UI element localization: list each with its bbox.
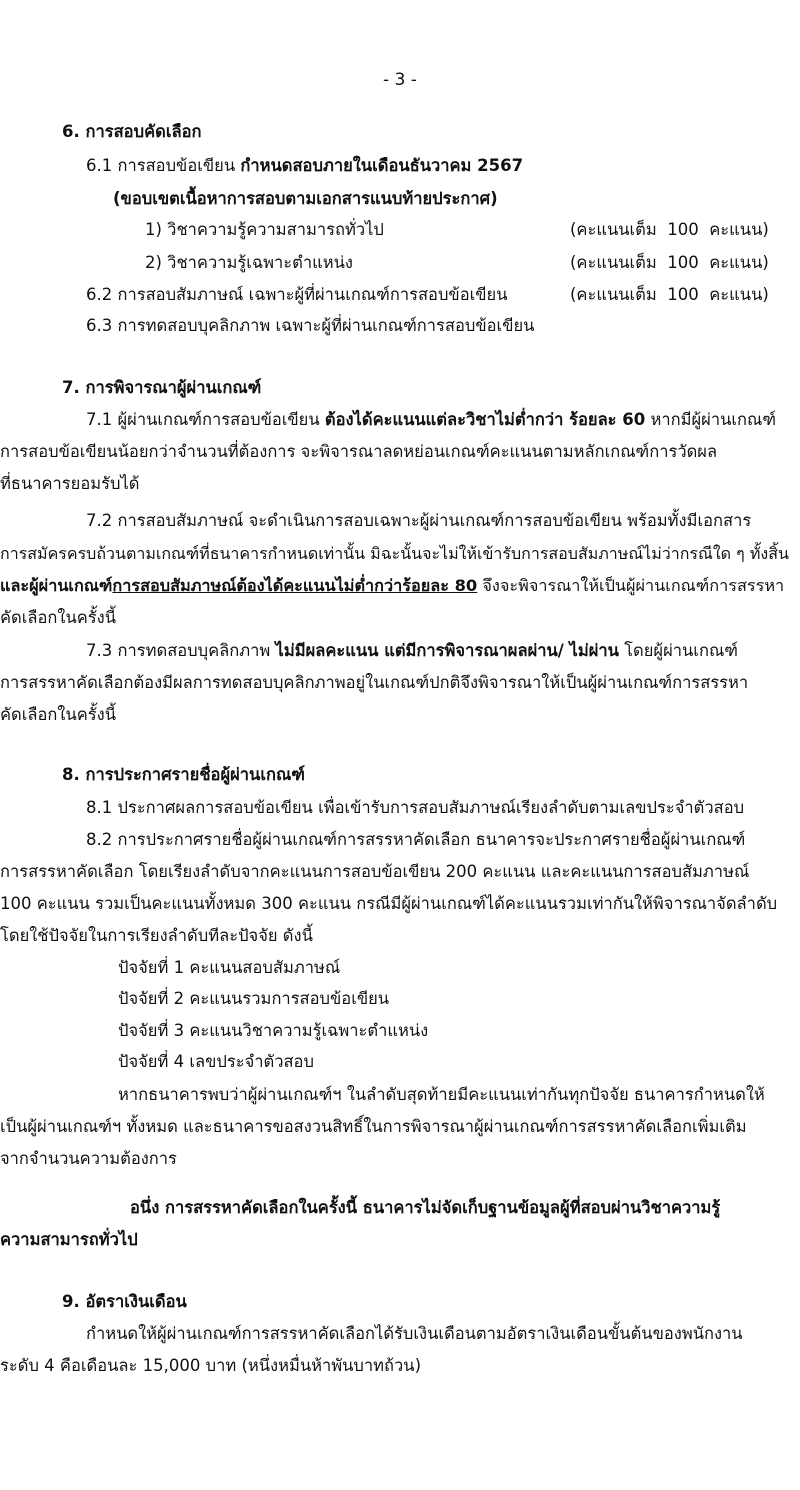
item-7-1-line3: ที่ธนาคารยอมรับได้	[0, 474, 140, 493]
salary-line1: กำหนดให้ผู้ผ่านเกณฑ์การสรรหาคัดเลือกได้รับเงินเดือนตามอัตราเงินเดือนขั้นต้นของพนักงาน	[86, 1324, 743, 1343]
page-number: - 3 -	[383, 70, 417, 90]
item-7-2-line2: การสมัครครบถ้วนตามเกณฑ์ที่ธนาคารกำหนดเท่านั้น มิฉะนั้นจะไม่ให้เข้ารับการสอบสัมภาษณ์ไม่ว่ากรณีใด ๆ ทั้งสิ้น	[0, 544, 789, 563]
item-8-1: 8.1 ประกาศผลการสอบข้อเขียน เพื่อเข้ารับการสอบสัมภาษณ์เรียงลำดับตามเลขประจำตัวสอบ	[86, 798, 745, 817]
item-8-2-line2: การสรรหาคัดเลือก โดยเรียงลำดับจากคะแนนการสอบข้อเขียน 200 คะแนน และคะแนนการสอบสัมภาษณ์	[0, 862, 750, 881]
item-7-2-line3: และผู้ผ่านเกณฑ์การสอบสัมภาษณ์ต้องได้คะแนนไม่ต่ำกว่าร้อยละ 80 จึงจะพิจารณาให้เป็นผู้ผ่านเกณฑ์การสรรหา	[0, 576, 785, 595]
section-7-heading: 7. การพิจารณาผู้ผ่านเกณฑ์	[62, 378, 262, 397]
item-6-1: 6.1 การสอบข้อเขียน กำหนดสอบภายในเดือนธันวาคม 2567	[86, 156, 524, 175]
section-9-heading: 9. อัตราเงินเดือน	[62, 1292, 187, 1311]
item-6-3: 6.3 การทดสอบบุคลิกภาพ เฉพาะผู้ที่ผ่านเกณฑ์การสอบข้อเขียน	[86, 316, 535, 335]
item-7-1-line2: การสอบข้อเขียนน้อยกว่าจำนวนที่ต้องการ จะพิจารณาลดหย่อนเกณฑ์คะแนนตามหลักเกณฑ์การวัดผล	[0, 442, 718, 461]
salary-line2: ระดับ 4 คือเดือนละ 15,000 บาท (หนึ่งหมื่นห้าพันบาทถ้วน)	[0, 1356, 422, 1375]
factor-4: ปัจจัยที่ 4 เลขประจำตัวสอบ	[118, 1052, 314, 1071]
item-7-2-line4: คัดเลือกในครั้งนี้	[0, 608, 116, 627]
factor-3: ปัจจัยที่ 3 คะแนนวิชาความรู้เฉพาะตำแหน่ง	[118, 1021, 429, 1040]
score-interview: (คะแนนเต็ม 100 คะแนน)	[570, 285, 769, 304]
score-general: (คะแนนเต็ม 100 คะแนน)	[570, 220, 769, 239]
subject-general: 1) วิชาความรู้ความสามารถทั่วไป	[145, 220, 384, 239]
item-8-2-line3: 100 คะแนน รวมเป็นคะแนนทั้งหมด 300 คะแนน กรณีมีผู้ผ่านเกณฑ์ได้คะแนนรวมเท่ากันให้พิจารณาจัดลำดับ	[0, 894, 778, 913]
item-7-3-line2: การสรรหาคัดเลือกต้องมีผลการทดสอบบุคลิกภาพอยู่ในเกณฑ์ปกติจึงพิจารณาให้เป็นผู้ผ่านเกณฑ์การสรรหา	[0, 673, 749, 692]
item-8-2-line1: 8.2 การประกาศรายชื่อผู้ผ่านเกณฑ์การสรรหาคัดเลือก ธนาคารจะประกาศรายชื่อผู้ผ่านเกณฑ์	[86, 830, 746, 849]
tie-rule-line1: หากธนาคารพบว่าผู้ผ่านเกณฑ์ฯ ในลำดับสุดท้ายมีคะแนนเท่ากันทุกปัจจัย ธนาคารกำหนดให้	[118, 1085, 765, 1104]
score-position: (คะแนนเต็ม 100 คะแนน)	[570, 253, 769, 272]
tie-rule-line2: เป็นผู้ผ่านเกณฑ์ฯ ทั้งหมด และธนาคารขอสงวนสิทธิ์ในการพิจารณาผู้ผ่านเกณฑ์การสรรหาคัดเลือกเพิ่มเติม	[0, 1117, 747, 1136]
item-6-2: 6.2 การสอบสัมภาษณ์ เฉพาะผู้ที่ผ่านเกณฑ์การสอบข้อเขียน	[86, 285, 508, 304]
item-7-3-line1: 7.3 การทดสอบบุคลิกภาพ ไม่มีผลคะแนน แต่มีการพิจารณาผลผ่าน/ ไม่ผ่าน โดยผู้ผ่านเกณฑ์	[86, 641, 738, 660]
note-line1: อนึ่ง การสรรหาคัดเลือกในครั้งนี้ ธนาคารไม่จัดเก็บฐานข้อมูลผู้ที่สอบผ่านวิชาความรู้	[130, 1198, 721, 1217]
item-7-2-line1: 7.2 การสอบสัมภาษณ์ จะดำเนินการสอบเฉพาะผู้ผ่านเกณฑ์การสอบข้อเขียน พร้อมทั้งมีเอกสาร	[86, 511, 752, 530]
item-7-1-line1: 7.1 ผู้ผ่านเกณฑ์การสอบข้อเขียน ต้องได้คะแนนแต่ละวิชาไม่ต่ำกว่า ร้อยละ 60 หากมีผู้ผ่านเกณฑ์	[86, 410, 777, 429]
note-line2: ความสามารถทั่วไป	[0, 1230, 138, 1249]
tie-rule-line3: จากจำนวนความต้องการ	[0, 1149, 177, 1168]
section-8-heading: 8. การประกาศรายชื่อผู้ผ่านเกณฑ์	[62, 765, 305, 784]
item-6-1-note: (ขอบเขตเนื้อหาการสอบตามเอกสารแนบท้ายประกาศ)	[113, 189, 498, 208]
subject-position: 2) วิชาความรู้เฉพาะตำแหน่ง	[145, 253, 353, 272]
item-7-3-line3: คัดเลือกในครั้งนี้	[0, 705, 116, 724]
factor-2: ปัจจัยที่ 2 คะแนนรวมการสอบข้อเขียน	[118, 989, 390, 1008]
section-6-heading: 6. การสอบคัดเลือก	[62, 122, 202, 141]
item-8-2-line4: โดยใช้ปัจจัยในการเรียงลำดับทีละปัจจัย ดังนี้	[0, 926, 313, 945]
factor-1: ปัจจัยที่ 1 คะแนนสอบสัมภาษณ์	[118, 958, 341, 977]
